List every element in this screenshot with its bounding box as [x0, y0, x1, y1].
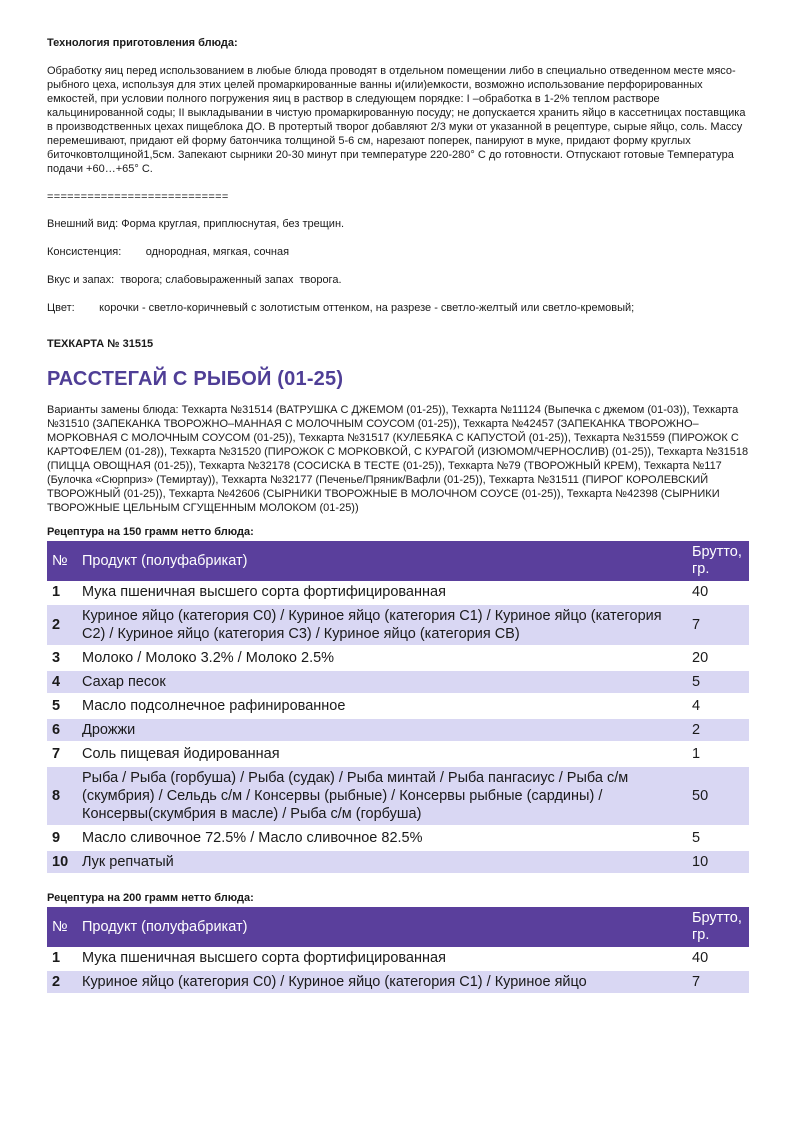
- table-row: [47, 718, 749, 742]
- row-product: Масло сливочное 72.5% / Масло сливочное 82.5%: [77, 826, 687, 850]
- table-row: [47, 670, 749, 694]
- recipe-200-heading: Рецептура на 200 грамм нетто блюда:: [47, 892, 254, 904]
- property-label: Внешний вид:: [47, 218, 122, 230]
- table-row: [47, 742, 749, 766]
- row-brutto: 10: [687, 850, 749, 873]
- table-row: [47, 604, 749, 646]
- table-row: [47, 947, 749, 970]
- row-number: 6: [47, 718, 77, 742]
- row-number: 2: [47, 970, 77, 993]
- dish-title: РАССТЕГАЙ С РЫБОЙ (01-25): [47, 368, 344, 390]
- separator-line: ===========================: [47, 191, 229, 203]
- property-value: Форма круглая, приплюснутая, без трещин.: [121, 218, 345, 230]
- technology-text: Обработку яиц перед использованием в любые блюда проводят в отдельном помещении либо в специально отведенном месте мясо-рыбного цеха, используя для этих целей промаркированные ванны и(или)емкости, возможно использование перфорированных емкостей, при условии полного погружения яиц в раствор в следующем порядке: I –обработка в 1-2% теплом растворе кальцинированной соды; II выкладывании в чистую промаркированную посуду; не допускается хранить яйцо в кассетницах поставщика в производственных цехах пищеблока ДО. В протертый творог добавляют 2/3 муки от указанной в рецептуре, сырые яйцо, соль. Массу перемешивают, придают ей форму батончика толщиной 5-6 см, нарезают поперек, панируют в муке, придают форму круглых биточковтолщиной1,5см. Запекают сырники 20-30 минут при температуре 220-280° С до готовности. Отпускают готовые Температура подачи +60…+65° С.: [47, 65, 746, 175]
- property-value: корочки - светло-коричневый с золотистым оттенком, на разрезе - светло-желтый или светло-кремовый;: [99, 302, 635, 314]
- row-product: Дрожжи: [77, 718, 687, 742]
- consistency-property: [47, 245, 749, 259]
- row-number: 1: [47, 947, 77, 970]
- row-product: Мука пшеничная высшего сорта фортифицированная: [77, 581, 687, 604]
- row-number: 3: [47, 646, 77, 670]
- recipe-150-heading: Рецептура на 150 грамм нетто блюда:: [47, 526, 254, 538]
- row-brutto: 5: [687, 670, 749, 694]
- column-header-product: Продукт (полуфабрикат): [77, 541, 687, 581]
- table-header-row: [47, 541, 749, 581]
- column-header-number: №: [47, 907, 77, 947]
- appearance-property: [47, 217, 749, 231]
- row-brutto: 5: [687, 826, 749, 850]
- column-header-brutto: Брутто, гр.: [687, 541, 749, 581]
- row-product: Мука пшеничная высшего сорта фортифицированная: [77, 947, 687, 970]
- row-brutto: 40: [687, 581, 749, 604]
- property-value: однородная, мягкая, сочная: [145, 246, 290, 258]
- table-row: [47, 970, 749, 993]
- table-row: [47, 646, 749, 670]
- recipe-200-rows: [47, 947, 749, 993]
- row-brutto: 50: [687, 766, 749, 826]
- row-brutto: 2: [687, 718, 749, 742]
- row-number: 8: [47, 766, 77, 826]
- techcard-number: ТЕХКАРТА № 31515: [47, 338, 154, 350]
- row-product: Масло подсолнечное рафинированное: [77, 694, 687, 718]
- property-value: творога; слабовыраженный запах творога.: [120, 274, 342, 286]
- table-row: [47, 850, 749, 873]
- row-product: Молоко / Молоко 3.2% / Молоко 2.5%: [77, 646, 687, 670]
- column-header-brutto: Брутто, гр.: [687, 907, 749, 947]
- row-number: 4: [47, 670, 77, 694]
- table-row: [47, 826, 749, 850]
- row-product: Куриное яйцо (категория С0) / Куриное яйцо (категория С1) / Куриное яйцо: [77, 970, 687, 993]
- row-number: 10: [47, 850, 77, 873]
- taste-property: [47, 273, 749, 287]
- row-brutto: 20: [687, 646, 749, 670]
- recipe-150-table: [47, 541, 749, 873]
- row-brutto: 4: [687, 694, 749, 718]
- row-brutto: 7: [687, 604, 749, 646]
- table-row: [47, 694, 749, 718]
- column-header-number: №: [47, 541, 77, 581]
- property-label: Цвет:: [47, 302, 100, 314]
- technology-heading: Технология приготовления блюда:: [47, 37, 238, 49]
- property-label: Консистенция:: [47, 246, 146, 258]
- table-row: [47, 581, 749, 604]
- row-brutto: 40: [687, 947, 749, 970]
- column-header-product: Продукт (полуфабрикат): [77, 907, 687, 947]
- recipe-150-rows: [47, 581, 749, 873]
- property-label: Вкус и запах:: [47, 274, 121, 286]
- replacement-variants: Варианты замены блюда: Техкарта №31514 (ВАТРУШКА С ДЖЕМОМ (01-25)), Техкарта №11124 (Выпечка с джемом (01-03)), Техкарта №31510 (ЗАПЕКАНКА ТВОРОЖНО–МАННАЯ С МОЛОЧНЫМ СОУСОМ (01-25)), Техкарта №42457 (ЗАПЕКАНКА ТВОРОЖНО–МОРКОВНАЯ С МОЛОЧНЫМ СОУСОМ (01-25)), Техкарта №31517 (КУЛЕБЯКА С КАПУСТОЙ (01-25)), Техкарта №31559 (ПИРОЖОК С КАРТОФЕЛЕМ (01-28)), Техкарта №31520 (ПИРОЖОК С МОРКОВКОЙ, С КУРАГОЙ (ИЗЮМОМ/ЧЕРНОСЛИВ) (01-25)), Техкарта №31518 (ПИЦЦА ОВОЩНАЯ (01-25)), Техкарта №32178 (СОСИСКА В ТЕСТЕ (01-25)), Техкарта №79 (ТВОРОЖНЫЙ КРЕМ), Техкарта №117 (Булочка «Сюрприз» (Темиртау)), Техкарта №32177 (Печенье/Пряник/Вафли (01-25)), Техкарта №31511 (ПИРОГ КОРОЛЕВСКИЙ ТВОРОЖНЫЙ (01-25)), Техкарта №42606 (СЫРНИКИ ТВОРОЖНЫЕ В МОЛОЧНОМ СОУСЕ (01-25)), Техкарта №42398 (СЫРНИКИ ТВОРОЖНЫЕ ЦЕЛЬНЫМ СГУЩЕННЫМ МОЛОКОМ (01-25)): [47, 404, 749, 514]
- row-brutto: 1: [687, 742, 749, 766]
- recipe-200-table: [47, 907, 749, 993]
- row-number: 1: [47, 581, 77, 604]
- row-brutto: 7: [687, 970, 749, 993]
- row-number: 9: [47, 826, 77, 850]
- row-product: Куриное яйцо (категория С0) / Куриное яйцо (категория С1) / Куриное яйцо (категория С2) / Куриное яйцо (категория С3) / Куриное яйцо (категория СВ): [77, 604, 687, 646]
- color-property: [47, 301, 749, 315]
- row-number: 5: [47, 694, 77, 718]
- row-number: 7: [47, 742, 77, 766]
- row-product: Сахар песок: [77, 670, 687, 694]
- row-product: Соль пищевая йодированная: [77, 742, 687, 766]
- row-product: Лук репчатый: [77, 850, 687, 873]
- table-header-row: [47, 907, 749, 947]
- row-number: 2: [47, 604, 77, 646]
- row-product: Рыба / Рыба (горбуша) / Рыба (судак) / Рыба минтай / Рыба пангасиус / Рыба с/м (скумбрия) / Сельдь с/м / Консервы (рыбные) / Консервы рыбные (сардины) / Консервы(скумбрия в масле) / Рыба с/м (горбуша): [77, 766, 687, 826]
- table-row: [47, 766, 749, 826]
- document-page: [47, 36, 749, 993]
